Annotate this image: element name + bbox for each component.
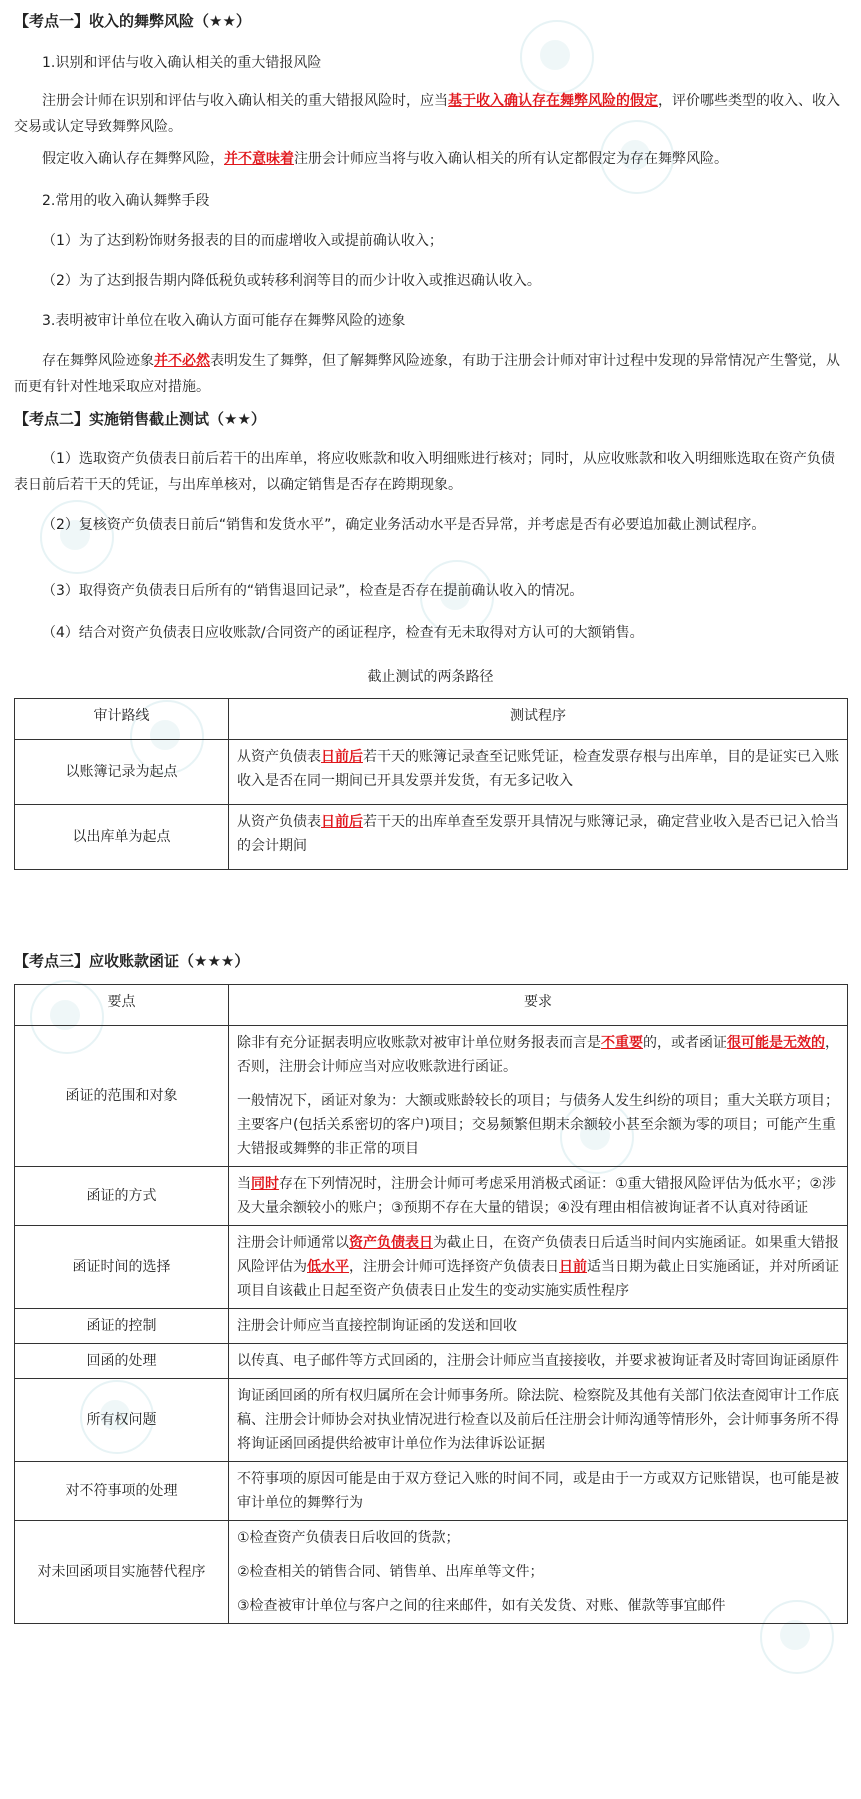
table-header-row — [15, 985, 848, 1026]
emphasis-text: 同时 — [251, 1176, 279, 1192]
section-3-title: 【考点三】应收账款函证（★★★） — [14, 952, 250, 970]
section-1-heading-1: 1.识别和评估与收入确认相关的重大错报风险 — [42, 55, 322, 71]
table-row — [15, 1521, 848, 1624]
table-caption: 截止测试的两条路径 — [367, 669, 494, 685]
emphasis-text: 不重要 — [601, 1035, 643, 1051]
table-cell-value: 当同时存在下列情况时，注册会计师可考虑采用消极式函证：①重大错报风险评估为低水平；②涉及大量余额较小的账户；③预期不存在大量的错误；④没有理由相信被询证者不认真对待函证 — [229, 1167, 848, 1226]
table-cell-value: 以传真、电子邮件等方式回函的，注册会计师应当直接接收，并要求被询证者及时寄回询证函原件 — [229, 1344, 848, 1379]
section-2-item-4: （4）结合对资产负债表日应收账款/合同资产的函证程序，检查有无未取得对方认可的大额销售。 — [42, 625, 644, 641]
table-cell-key: 回函的处理 — [15, 1344, 229, 1379]
table-header-cell: 审计路线 — [15, 699, 229, 740]
section-1-heading-3: 3.表明被审计单位在收入确认方面可能存在舞弊风险的迹象 — [42, 313, 406, 329]
table-cell-value: 询证函回函的所有权归属所在会计师事务所。除法院、检察院及其他有关部门依法查阅审计工作底稿、注册会计师协会对执业情况进行检查以及前后任注册会计师沟通等情形外，会计师事务所不得将询证函回函提供给被审计单位作为法律诉讼证据 — [229, 1379, 848, 1462]
emphasis-text: 并不意味着 — [224, 151, 294, 167]
emphasis-text: 低水平 — [307, 1259, 349, 1275]
section-1-item-1: （1）为了达到粉饰财务报表的目的而虚增收入或提前确认收入； — [42, 233, 443, 249]
table-cell-key: 函证时间的选择 — [15, 1226, 229, 1309]
section-1-paragraph-1: 注册会计师在识别和评估与收入确认相关的重大错报风险时，应当基于收入确认存在舞弊风险的假定，评价哪些类型的收入、收入交易或认定导致舞弊风险。 — [14, 93, 840, 135]
table-row — [15, 1026, 848, 1167]
section-1-item-2: （2）为了达到报告期内降低税负或转移利润等目的而少计收入或推迟确认收入。 — [42, 273, 541, 289]
section-2-item-3: （3）取得资产负债表日后所有的“销售退回记录”，检查是否存在提前确认收入的情况。 — [42, 583, 584, 599]
table-row — [15, 1344, 848, 1379]
table-header-cell: 要求 — [229, 985, 848, 1026]
section-1-paragraph-2: 假定收入确认存在舞弊风险，并不意味着注册会计师应当将与收入确认相关的所有认定都假定为存在舞弊风险。 — [42, 151, 728, 167]
cutoff-test-table — [14, 698, 848, 870]
table-cell-value: 不符事项的原因可能是由于双方登记入账的时间不同，或是由于一方或双方记账错误，也可能是被审计单位的舞弊行为 — [229, 1462, 848, 1521]
table-cell-key: 所有权问题 — [15, 1379, 229, 1462]
section-2-title: 【考点二】实施销售截止测试（★★） — [14, 410, 266, 428]
table-header-row — [15, 699, 848, 740]
section-1-title: 【考点一】收入的舞弊风险（★★） — [14, 12, 251, 30]
emphasis-text: 基于收入确认存在舞弊风险的假定 — [448, 93, 658, 109]
emphasis-text: 日前后 — [321, 749, 363, 765]
table-row — [15, 740, 848, 805]
emphasis-text: 日前后 — [321, 814, 363, 830]
emphasis-text: 日前 — [559, 1259, 587, 1275]
table-cell-value: 注册会计师应当直接控制询证函的发送和回收 — [229, 1309, 848, 1344]
emphasis-text: 并不必然 — [154, 353, 210, 369]
table-cell-key: 对未回函项目实施替代程序 — [15, 1521, 229, 1624]
confirmation-table — [14, 984, 848, 1624]
section-2-item-2: （2）复核资产负债表日前后“销售和发货水平”，确定业务活动水平是否异常，并考虑是否有必要追加截止测试程序。 — [42, 517, 766, 533]
table-row — [15, 1167, 848, 1226]
table-cell-value: 注册会计师通常以资产负债表日为截止日，在资产负债表日后适当时间内实施函证。如果重大错报风险评估为低水平，注册会计师可选择资产负债表日日前适当日期为截止日实施函证，并对所函证项目自该截止日起至资产负债表日止发生的变动实施实质性程序 — [229, 1226, 848, 1309]
table-header-cell: 要点 — [15, 985, 229, 1026]
section-1-paragraph-3: 存在舞弊风险迹象并不必然表明发生了舞弊，但了解舞弊风险迹象，有助于注册会计师对审计过程中发现的异常情况产生警觉，从而更有针对性地采取应对措施。 — [14, 353, 840, 395]
table-cell-key: 对不符事项的处理 — [15, 1462, 229, 1521]
table-cell-value: 除非有充分证据表明应收账款对被审计单位财务报表而言是不重要的，或者函证很可能是无效的，否则，注册会计师应当对应收账款进行函证。 一般情况下，函证对象为：大额或账龄较长的项目；与债务人发生纠纷的项目；重大关联方项目；主要客户(包括关系密切的客户)项目；交易频繁但期末余额较小甚至余额为零的项目；可能产生重大错报或舞弊的非正常的项目 — [229, 1026, 848, 1167]
table-cell-value: ①检查资产负债表日后收回的货款； ②检查相关的销售合同、销售单、出库单等文件； ③检查被审计单位与客户之间的往来邮件，如有关发货、对账、催款等事宜邮件 — [229, 1521, 848, 1624]
table-header-cell: 测试程序 — [229, 699, 848, 740]
table-cell-procedure: 从资产负债表日前后若干天的出库单查至发票开具情况与账簿记录，确定营业收入是否已记入恰当的会计期间 — [229, 805, 848, 870]
table-row — [15, 805, 848, 870]
table-cell-route: 以出库单为起点 — [15, 805, 229, 870]
table-cell-key: 函证的方式 — [15, 1167, 229, 1226]
table-cell-key: 函证的范围和对象 — [15, 1026, 229, 1167]
emphasis-text: 很可能是无效的 — [727, 1035, 825, 1051]
table-row — [15, 1309, 848, 1344]
emphasis-text: 资产负债表日 — [349, 1235, 433, 1251]
table-row — [15, 1462, 848, 1521]
section-2-item-1: （1）选取资产负债表日前后若干的出库单，将应收账款和收入明细账进行核对；同时，从应收账款和收入明细账选取在资产负债表日前后若干天的凭证，与出库单核对，以确定销售是否存在跨期现象。 — [14, 451, 835, 493]
section-1-heading-2: 2.常用的收入确认舞弊手段 — [42, 193, 210, 209]
table-cell-procedure: 从资产负债表日前后若干天的账簿记录查至记账凭证，检查发票存根与出库单，目的是证实已入账收入是否在同一期间已开具发票并发货，有无多记收入 — [229, 740, 848, 805]
table-row — [15, 1226, 848, 1309]
table-cell-key: 函证的控制 — [15, 1309, 229, 1344]
table-row — [15, 1379, 848, 1462]
table-cell-route: 以账簿记录为起点 — [15, 740, 229, 805]
